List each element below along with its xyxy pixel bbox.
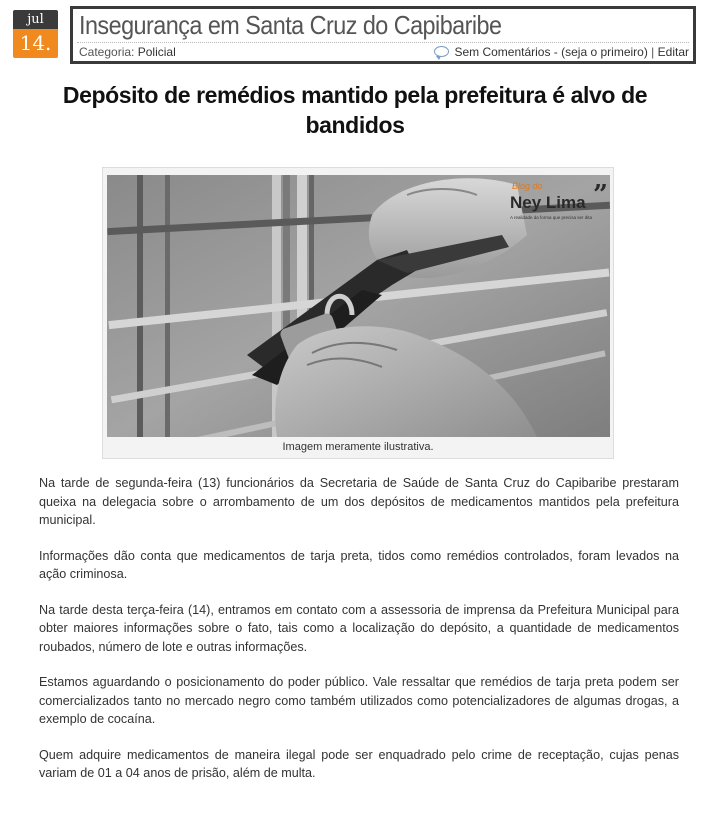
date-month: jul	[13, 10, 58, 29]
meta-separator: |	[651, 45, 655, 59]
watermark-name: Ney Lima	[510, 193, 586, 212]
article-paragraph: Quem adquire medicamentos de maneira ilegal pode ser enquadrado pelo crime de receptação, cujas penas variam de 01 a 04 anos de prisão, além de multa.	[39, 747, 679, 780]
figure-caption: Imagem meramente ilustrativa.	[282, 441, 434, 453]
category-label: Categoria:	[79, 45, 135, 59]
category-info	[79, 44, 176, 61]
comments-link[interactable]: Sem Comentários - (seja o primeiro)	[454, 45, 648, 59]
comment-bubble-icon	[434, 46, 449, 57]
article-photo	[107, 175, 610, 437]
article-paragraph: Informações dão conta que medicamentos de tarja preta, tidos como remédios controlados, foram levados na ação criminosa.	[39, 548, 679, 581]
post-title[interactable]: Insegurança em Santa Cruz do Capibaribe	[79, 10, 502, 40]
watermark-small: Blog do	[512, 181, 543, 191]
article-headline: Depósito de remédios mantido pela prefeitura é alvo de bandidos	[62, 82, 648, 138]
date-day: 14.	[13, 29, 58, 58]
edit-link[interactable]: Editar	[657, 45, 689, 59]
category-link[interactable]: Policial	[137, 45, 176, 59]
article-body	[39, 474, 679, 800]
article-paragraph: Estamos aguardando o posicionamento do poder público. Vale ressaltar que remédios de tarja preta podem ser comercializados tanto no mercado negro como também utilizados como potencializadores de algumas drogas, a exemplo de cocaína.	[39, 675, 679, 726]
article-paragraph: Na tarde desta terça-feira (14), entramos em contato com a assessoria de imprensa da Prefeitura Municipal para obter maiores informações sobre o fato, tais como a localização do depósito, a quantidade de medicamentos roubados, número de lote e outras informações.	[39, 602, 679, 654]
watermark-quote-icon: ”	[593, 180, 608, 210]
post-meta	[77, 42, 689, 60]
watermark-tagline: A realidade da forma que precisa ser dita	[510, 215, 593, 220]
article-figure	[102, 167, 614, 459]
post-actions	[434, 44, 689, 61]
post-date-badge	[13, 10, 58, 58]
post-header	[70, 6, 696, 64]
article-paragraph: Na tarde de segunda-feira (13) funcionários da Secretaria de Saúde de Santa Cruz do Capibaribe prestaram queixa na delegacia sobre o arrombamento de um dos depósitos de medicamentos mantidos pela prefeitura municipal.	[39, 476, 679, 527]
